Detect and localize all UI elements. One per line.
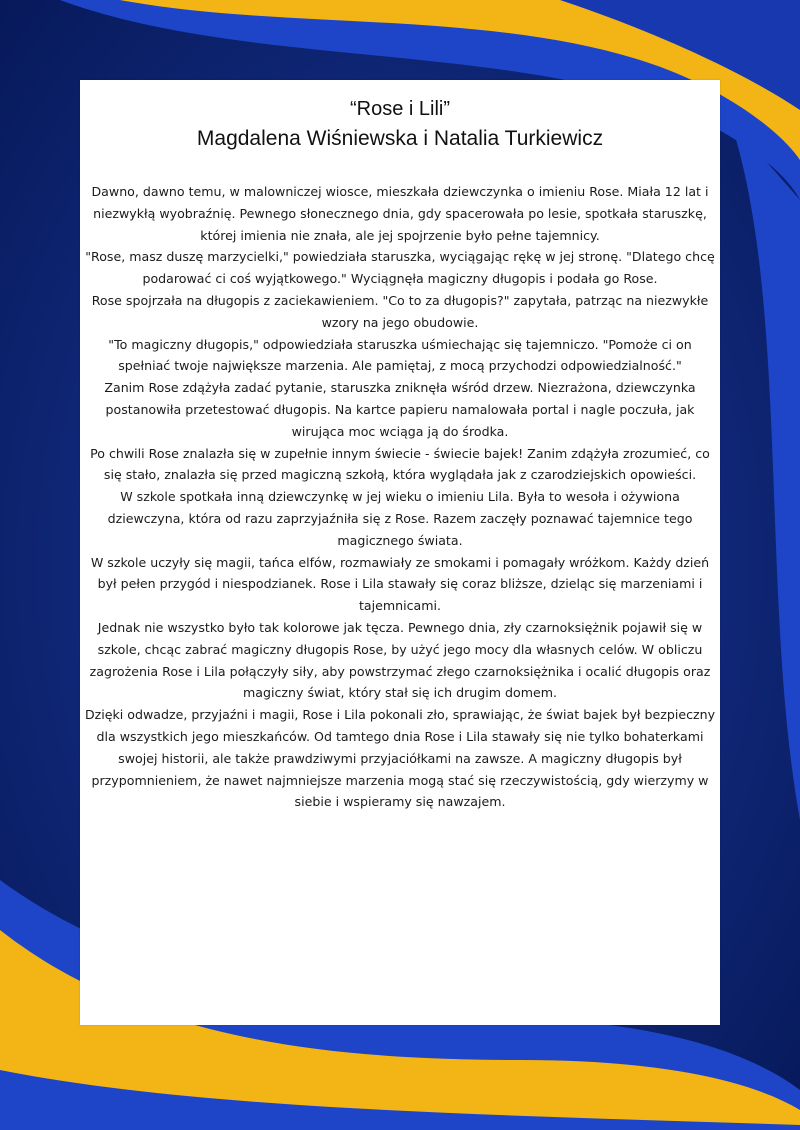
story-paragraph: "Rose, masz duszę marzycielki," powiedziała staruszka, wyciągając rękę w jej stronę. "Dlatego chcę podarować ci coś wyjątkowego." Wyciągnęła magiczny długopis i podała go Rose. [85,249,715,287]
title-block [80,94,720,154]
story-paragraph: W szkole spotkała inną dziewczynkę w jej wieku o imieniu Lila. Była to wesoła i ożywiona dziewczyna, która od razu zaprzyjaźniła się z Rose. Razem zaczęły poznawać tajemnice tego magicznego świata. [107,489,693,548]
story-paragraph: Po chwili Rose znalazła się w zupełnie innym świecie - świecie bajek! Zanim zdążyła zrozumieć, co się stało, znalazła się przed magiczną szkołą, która wyglądała jak z czarodziejskich opowieści. [90,445,710,483]
story-paragraph: "To magiczny długopis," odpowiedziała staruszka uśmiechając się tajemniczo. "Pomoże ci on spełniać twoje największe marzenia. Ale pamiętaj, z mocą przychodzi odpowiedzialność." [108,336,692,374]
story-text [80,181,720,813]
story-paragraph: Rose spojrzała na długopis z zaciekawieniem. "Co to za długopis?" zapytała, patrząc na niezwykłe wzory na jego obudowie. [91,292,709,330]
story-paragraph: Jednak nie wszystko było tak kolorowe jak tęcza. Pewnego dnia, zły czarnoksiężnik pojawił się w szkole, chcąc zabrać magiczny długopis Rose, by użyć jego mocy dla własnych celów. W obliczu zagrożenia Rose i Lila połączyły siły, aby powstrzymać złego czarnoksiężnika i ocalić długopis oraz magiczny świat, który stał się ich drugim domem. [89,619,711,701]
story-paragraph: Dzięki odwadze, przyjaźni i magii, Rose i Lila pokonali zło, sprawiając, że świat bajek był bezpieczny dla wszystkich jego mieszkańców. Od tamtego dnia Rose i Lila stawały się nie tylko bohaterkami swojej historii, ale także prawdziwymi przyjaciółkami na zawsze. A magiczny długopis był przypomnieniem, że nawet najmniejsze marzenia mogą stać się rzeczywistością, gdy wierzymy w siebie i wspieramy się nawzajem. [84,707,716,810]
story-title: “Rose i Lili” [349,98,451,120]
story-paragraph: Zanim Rose zdążyła zadać pytanie, staruszka zniknęła wśród drzew. Niezrażona, dziewczynka postanowiła przetestować długopis. Na kartce papieru namalowała portal i nagle poczuła, jak wirująca moc wciąga ją do środka. [104,380,696,439]
story-paragraph: Dawno, dawno temu, w malowniczej wiosce, mieszkała dziewczynka o imieniu Rose. Miała 12 lat i niezwykłą wyobraźnię. Pewnego słonecznego dnia, gdy spacerowała po lesie, spotkała staruszkę, której imienia nie znała, ale jej spojrzenie było pełne tajemnicy. [91,184,709,243]
authors-line: Magdalena Wiśniewska i Natalia Turkiewicz [196,127,604,150]
story-paragraph: W szkole uczyły się magii, tańca elfów, rozmawiały ze smokami i pomagały wróżkom. Każdy dzień był pełen przygód i niespodzianek. Rose i Lila stawały się coraz bliższe, dzieląc się marzeniami i tajemnicami. [90,554,710,614]
story-page [80,80,720,1025]
